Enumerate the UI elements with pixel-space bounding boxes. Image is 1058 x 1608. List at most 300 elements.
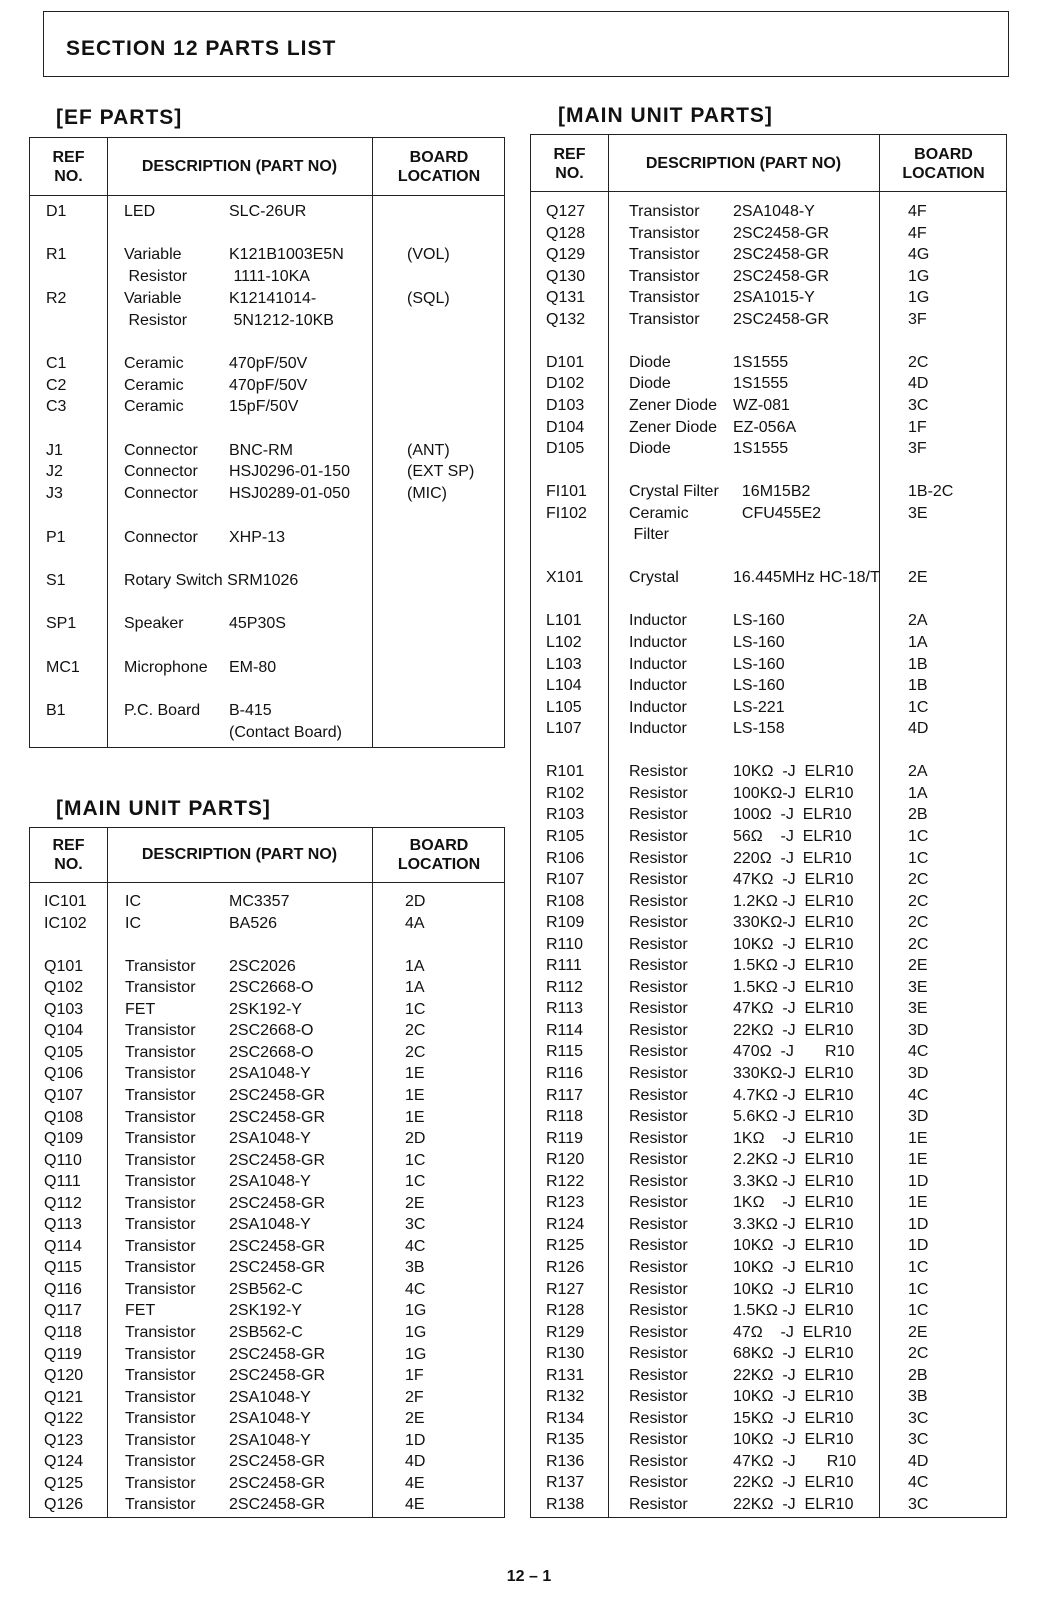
cell-part: LS-160 [733, 634, 785, 651]
cell-desc: Transistor [125, 1173, 196, 1191]
cell-loc: 2D [405, 1130, 426, 1148]
table-row [531, 524, 1006, 546]
cell-ref: R117 [546, 1086, 584, 1104]
cell-part: 2SC2458-GR [733, 246, 830, 264]
table-row [30, 635, 504, 657]
cell-part: 2SB562-C [229, 1324, 303, 1341]
ef-parts-heading: [EF PARTS] [56, 106, 183, 129]
cell-loc: 3E [908, 504, 928, 522]
table-row [30, 1193, 504, 1215]
cell-desc: Resistor [629, 1366, 688, 1384]
table-row [531, 201, 1006, 223]
cell-ref: Q128 [546, 224, 586, 242]
table-row [531, 373, 1006, 395]
table-row [531, 1472, 1006, 1494]
cell-ref: D105 [546, 440, 585, 458]
cell-loc: 1F [405, 1367, 424, 1385]
table-row [531, 826, 1006, 848]
cell-desc: Transistor [125, 1065, 196, 1083]
table-row [531, 287, 1006, 309]
cell-desc: Variable [124, 246, 182, 264]
table-row [531, 718, 1006, 740]
main-parts-left-heading: [MAIN UNIT PARTS] [56, 797, 271, 820]
table-row [531, 460, 1006, 482]
table-row [531, 1343, 1006, 1365]
cell-loc: 2F [405, 1388, 424, 1406]
cell-desc: Resistor [629, 1323, 688, 1341]
table-row [30, 527, 504, 549]
table-row [30, 223, 504, 245]
cell-desc: Transistor [125, 1410, 196, 1428]
cell-part: 2SA1048-Y [229, 1065, 311, 1083]
cell-part: 45P30S [229, 615, 286, 633]
cell-ref: R2 [46, 289, 67, 307]
cell-desc: Inductor [629, 612, 687, 630]
cell-loc: 3C [405, 1216, 426, 1234]
cell-ref: R123 [546, 1194, 585, 1212]
cell-part: 1111-10KA [229, 268, 310, 286]
cell-part: 220Ω -J ELR10 [733, 849, 852, 867]
cell-part: 2SA1048-Y [229, 1388, 311, 1406]
table-row [531, 417, 1006, 439]
table-row [531, 740, 1006, 762]
cell-desc: Transistor [629, 267, 700, 285]
cell-loc: 1C [908, 849, 929, 867]
cell-part: SLC-26UR [229, 203, 307, 220]
table-row [531, 395, 1006, 417]
cell-loc: 1B-2C [908, 483, 954, 501]
cell-desc: Transistor [629, 310, 700, 328]
table-row [531, 223, 1006, 245]
cell-ref: R112 [546, 978, 584, 996]
cell-ref: R103 [546, 806, 585, 824]
cell-part: 47Ω -J ELR10 [733, 1323, 852, 1341]
cell-part: 2SC2458-GR [229, 1086, 326, 1104]
table-row [531, 1451, 1006, 1473]
table-row [531, 1128, 1006, 1150]
cell-loc: 2E [908, 957, 928, 975]
table-row [30, 1085, 504, 1107]
table-row [531, 330, 1006, 352]
cell-part: 10KΩ -J ELR10 [733, 1280, 854, 1298]
cell-desc: Inductor [629, 720, 687, 738]
cell-desc: Resistor [629, 784, 688, 802]
cell-ref: L105 [546, 698, 582, 716]
cell-loc: 1C [908, 698, 929, 716]
cell-part: 1S1555 [733, 440, 789, 458]
cell-ref: MC1 [46, 658, 80, 676]
cell-loc: 1B [908, 677, 928, 695]
cell-desc: Resistor [629, 1452, 688, 1470]
cell-desc: Inductor [629, 677, 687, 695]
cell-desc: Diode [629, 353, 671, 371]
page-number: 12 – 1 [506, 1568, 552, 1585]
cell-ref: R136 [546, 1452, 585, 1470]
cell-loc: 4C [405, 1237, 426, 1255]
cell-ref: Q118 [44, 1324, 82, 1341]
cell-part: 2SK192-Y [229, 1000, 302, 1018]
cell-desc: Transistor [125, 1237, 196, 1255]
cell-part: K12141014- [229, 289, 317, 307]
cell-loc: 2C [908, 353, 929, 371]
cell-part: LS-160 [733, 655, 785, 673]
cell-part: EM-80 [229, 658, 277, 676]
cell-desc: Resistor [629, 1345, 688, 1363]
cell-loc: 1E [405, 1086, 425, 1104]
cell-part: 47KΩ -J ELR10 [733, 1000, 854, 1018]
cell-part: 2SA1015-Y [733, 289, 815, 307]
cell-loc: 1F [908, 418, 927, 436]
cell-part: 2SC2458-GR [229, 1237, 326, 1255]
cell-loc: 3E [908, 1000, 928, 1018]
cell-loc: 2E [405, 1194, 425, 1212]
table-row [531, 912, 1006, 934]
cell-loc: 2A [908, 763, 928, 781]
cell-ref: R108 [546, 892, 585, 910]
cell-loc: 3C [908, 1409, 929, 1427]
table-row [30, 1042, 504, 1064]
cell-ref: Q104 [44, 1022, 84, 1040]
cell-loc: 2A [908, 612, 928, 630]
cell-part: 1.5KΩ -J ELR10 [733, 1302, 854, 1320]
table-row [30, 1387, 504, 1409]
cell-ref: R132 [546, 1388, 585, 1406]
cell-ref: X101 [546, 569, 584, 587]
cell-loc: 3E [908, 978, 928, 996]
cell-loc: (SQL) [407, 289, 450, 307]
cell-loc: 1C [908, 1258, 929, 1276]
table-row [30, 505, 504, 527]
table-row [531, 610, 1006, 632]
cell-desc: P.C. Board [124, 702, 201, 720]
cell-ref: Q109 [44, 1130, 84, 1148]
table-row [531, 804, 1006, 826]
table-row [30, 657, 504, 679]
cell-loc: 3C [908, 1496, 929, 1513]
cell-part: LS-221 [733, 698, 785, 716]
table-row [30, 396, 504, 418]
cell-desc: Connector [124, 441, 198, 459]
cell-part: 2SA1048-Y [229, 1431, 311, 1449]
cell-ref: R119 [546, 1129, 584, 1147]
table-row [30, 570, 504, 592]
cell-ref: R1 [46, 246, 67, 264]
table-row [531, 438, 1006, 460]
cell-loc: 3D [908, 1065, 929, 1082]
table-row [30, 1344, 504, 1366]
cell-ref: R111 [546, 957, 582, 975]
cell-loc: 1C [908, 1302, 929, 1320]
table-row [30, 1128, 504, 1150]
cell-part: 2SC2458-GR [229, 1108, 326, 1126]
cell-part: 2SC2458-GR [229, 1367, 326, 1385]
cell-ref: D101 [546, 353, 585, 371]
cell-desc: IC [125, 893, 141, 910]
cell-desc: Inductor [629, 655, 687, 673]
cell-part: 1KΩ -J ELR10 [733, 1194, 854, 1212]
cell-ref: R102 [546, 784, 585, 802]
cell-loc: 1A [908, 784, 928, 802]
cell-desc: Resistor [629, 914, 688, 932]
cell-part: (Contact Board) [229, 723, 342, 741]
cell-part: 2SC2458-GR [733, 267, 830, 285]
cell-part: 2SC2458-GR [733, 310, 830, 328]
cell-loc: 2B [908, 806, 928, 824]
cell-loc: 2C [405, 1043, 426, 1061]
cell-part: 2SC2668-O [229, 1022, 314, 1040]
cell-loc: (MIC) [407, 485, 447, 503]
cell-loc: 1G [405, 1345, 427, 1363]
cell-ref: R128 [546, 1302, 585, 1320]
cell-desc: Crystal Filter [629, 483, 719, 501]
table-row [531, 977, 1006, 999]
cell-ref: Q106 [44, 1065, 84, 1083]
cell-ref: R120 [546, 1151, 585, 1169]
cell-desc: Filter [629, 526, 669, 544]
cell-loc: 4C [908, 1043, 929, 1061]
table-header [30, 828, 504, 883]
ef-parts-table [29, 137, 505, 748]
cell-ref: Q112 [44, 1194, 82, 1212]
cell-loc: (EXT SP) [407, 463, 475, 481]
cell-ref: D102 [546, 375, 585, 393]
cell-desc: Variable [124, 289, 182, 307]
cell-ref: B1 [46, 702, 66, 720]
table-row [531, 1149, 1006, 1171]
cell-desc: Transistor [125, 1324, 196, 1341]
cell-ref: D104 [546, 418, 585, 436]
main-parts-left-table [29, 827, 505, 1518]
cell-desc: Resistor [629, 849, 688, 867]
cell-part: 15KΩ -J ELR10 [733, 1409, 854, 1427]
cell-part: 2SC2668-O [229, 979, 314, 997]
table-row [531, 1020, 1006, 1042]
cell-ref: Q110 [44, 1151, 82, 1169]
cell-desc: Transistor [125, 957, 196, 975]
cell-part: HSJ0289-01-050 [229, 485, 350, 503]
cell-ref: R134 [546, 1409, 585, 1427]
cell-desc: Transistor [125, 1108, 196, 1126]
cell-desc: Resistor [629, 935, 688, 953]
table-row [531, 266, 1006, 288]
table-row [531, 1214, 1006, 1236]
cell-ref: S1 [46, 571, 66, 589]
cell-desc: Speaker [124, 615, 184, 633]
header-board-location: BOARD LOCATION [902, 146, 985, 182]
cell-desc: Inductor [629, 698, 687, 716]
cell-desc: Rotary Switch SRM1026 [124, 571, 299, 589]
cell-ref: J2 [46, 463, 63, 481]
cell-desc: Ceramic [629, 504, 689, 522]
cell-ref: Q115 [44, 1259, 82, 1277]
cell-loc: 1G [405, 1302, 427, 1320]
cell-part: 10KΩ -J ELR10 [733, 1431, 854, 1449]
cell-ref: Q107 [44, 1086, 84, 1104]
cell-ref: Q120 [44, 1367, 84, 1385]
cell-desc: Transistor [125, 1151, 196, 1169]
cell-part: 470pF/50V [229, 354, 308, 372]
table-row [30, 977, 504, 999]
cell-part: 10KΩ -J ELR10 [733, 1258, 854, 1276]
cell-part: 10KΩ -J ELR10 [733, 1388, 854, 1406]
cell-loc: 2E [908, 1323, 928, 1341]
table-row [531, 891, 1006, 913]
table-row [531, 1300, 1006, 1322]
table-row [30, 201, 504, 223]
cell-ref: R135 [546, 1431, 585, 1449]
cell-loc: 1G [908, 289, 930, 307]
cell-desc: Resistor [629, 1258, 688, 1276]
cell-desc: Resistor [629, 1151, 688, 1169]
cell-part: 1S1555 [733, 353, 789, 371]
cell-desc: LED [124, 203, 156, 220]
cell-ref: C3 [46, 398, 67, 416]
cell-loc: 4D [908, 1452, 929, 1470]
cell-part: 16.445MHz HC-18/T [733, 569, 880, 587]
cell-desc: Transistor [125, 1216, 196, 1234]
cell-part: 470pF/50V [229, 376, 308, 394]
cell-desc: FET [125, 1000, 156, 1018]
cell-loc: 2E [405, 1410, 425, 1428]
table-row [531, 1322, 1006, 1344]
cell-loc: 1A [405, 957, 425, 975]
cell-part: 4.7KΩ -J ELR10 [733, 1086, 854, 1104]
cell-part: 2SC2668-O [229, 1043, 314, 1061]
cell-part: 68KΩ -J ELR10 [733, 1345, 854, 1363]
table-row [30, 700, 504, 722]
table-row [531, 352, 1006, 374]
cell-loc: 2C [908, 914, 929, 932]
cell-part: BA526 [229, 914, 278, 932]
cell-part: 56Ω -J ELR10 [733, 827, 852, 845]
cell-loc: 4G [908, 246, 930, 264]
cell-loc: 1G [908, 267, 930, 285]
cell-ref: Q132 [546, 310, 586, 328]
cell-loc: 3C [908, 1431, 929, 1449]
cell-desc: Resistor [629, 892, 688, 910]
cell-desc: Resistor [629, 1021, 688, 1039]
table-row [531, 1494, 1006, 1516]
table-row [531, 1365, 1006, 1387]
cell-ref: R101 [546, 763, 585, 781]
cell-desc: Resistor [629, 1409, 688, 1427]
cell-part: BNC-RM [229, 441, 293, 459]
table-row [30, 1020, 504, 1042]
cell-desc: Zener Diode [629, 396, 718, 414]
cell-part: 2SC2458-GR [229, 1151, 326, 1169]
cell-part: 5N1212-10KB [229, 311, 334, 329]
cell-ref: R130 [546, 1345, 585, 1363]
table-row [30, 1257, 504, 1279]
cell-ref: R114 [546, 1021, 584, 1039]
cell-part: 2SA1048-Y [229, 1216, 311, 1234]
cell-desc: Transistor [125, 1388, 196, 1406]
cell-desc: Resistor [629, 1000, 688, 1018]
cell-loc: 1G [405, 1324, 427, 1341]
cell-part: 2SA1048-Y [229, 1173, 311, 1191]
table-row [30, 288, 504, 310]
cell-desc: Transistor [125, 1453, 196, 1471]
cell-ref: Q129 [546, 246, 586, 264]
table-row [531, 481, 1006, 503]
cell-ref: L107 [546, 720, 582, 738]
table-row [531, 654, 1006, 676]
cell-ref: IC101 [44, 893, 87, 910]
cell-loc: 4D [908, 375, 929, 393]
cell-ref: Q105 [44, 1043, 84, 1061]
header-ref-no: REF NO. [553, 146, 586, 182]
cell-ref: Q124 [44, 1453, 84, 1471]
cell-desc: IC [125, 914, 141, 932]
cell-desc: Ceramic [124, 354, 184, 372]
cell-desc: Transistor [629, 289, 700, 307]
cell-ref: Q111 [44, 1173, 81, 1191]
cell-desc: Transistor [125, 1280, 196, 1298]
table-row [531, 1106, 1006, 1128]
cell-desc: Resistor [629, 827, 688, 845]
header-description: DESCRIPTION (PART NO) [141, 158, 338, 175]
cell-part: MC3357 [229, 893, 290, 910]
cell-desc: Ceramic [124, 398, 184, 416]
table-row [30, 1473, 504, 1495]
table-row [531, 761, 1006, 783]
cell-part: 2SC2458-GR [229, 1453, 326, 1471]
section-title: SECTION 12 PARTS LIST [66, 37, 337, 60]
table-row [531, 1235, 1006, 1257]
cell-desc: Transistor [629, 224, 700, 242]
cell-desc: Resistor [629, 1129, 688, 1147]
cell-ref: R129 [546, 1323, 585, 1341]
table-row [30, 1300, 504, 1322]
cell-ref: R126 [546, 1258, 585, 1276]
cell-desc: Resistor [629, 1172, 688, 1190]
table-row [30, 266, 504, 288]
header-ref-no: REF NO. [52, 149, 85, 185]
cell-desc: Transistor [125, 1043, 196, 1061]
cell-desc: Transistor [125, 1086, 196, 1104]
cell-ref: Q122 [44, 1410, 84, 1428]
cell-desc: FET [125, 1302, 156, 1320]
cell-desc: Resistor [124, 268, 188, 286]
cell-loc: 4A [405, 914, 425, 932]
table-row [531, 869, 1006, 891]
cell-ref: Q101 [44, 957, 84, 975]
table-row [30, 418, 504, 440]
cell-part: 2SB562-C [229, 1280, 303, 1298]
cell-part: 3.3KΩ -J ELR10 [733, 1215, 854, 1233]
table-row [531, 1257, 1006, 1279]
cell-ref: Q102 [44, 979, 84, 997]
cell-loc: 1C [405, 1000, 426, 1018]
cell-loc: (ANT) [407, 441, 450, 459]
table-row [30, 913, 504, 935]
cell-desc: Resistor [629, 978, 688, 996]
table-row [30, 1451, 504, 1473]
cell-ref: R125 [546, 1237, 585, 1255]
header-description: DESCRIPTION (PART NO) [645, 155, 842, 172]
cell-ref: L104 [546, 677, 582, 695]
cell-loc: 1C [405, 1151, 426, 1169]
cell-ref: P1 [46, 528, 66, 546]
cell-loc: 3D [908, 1108, 929, 1126]
cell-part: XHP-13 [229, 528, 286, 546]
cell-desc: Resistor [629, 1431, 688, 1449]
table-row [30, 934, 504, 956]
cell-ref: R137 [546, 1474, 585, 1492]
cell-ref: Q125 [44, 1474, 84, 1492]
table-row [531, 1192, 1006, 1214]
cell-desc: Resistor [629, 1302, 688, 1320]
